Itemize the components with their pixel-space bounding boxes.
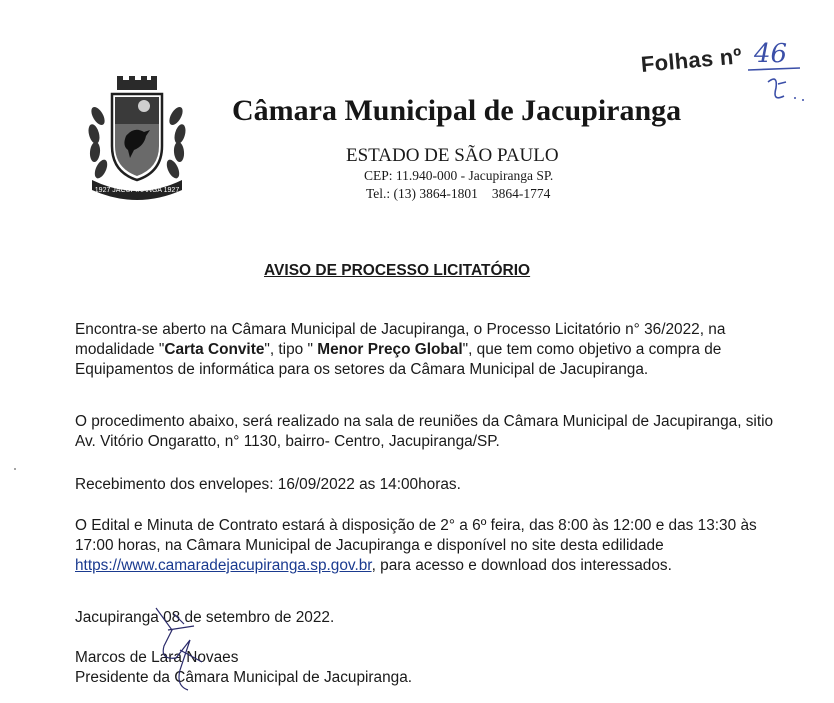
page-title: Câmara Municipal de Jacupiranga <box>232 94 682 127</box>
cep-line: CEP: 11.940-000 - Jacupiranga SP. <box>364 168 554 183</box>
tel-line <box>366 186 550 202</box>
site-link[interactable]: https://www.camaradejacupiranga.sp.gov.br <box>75 557 372 574</box>
state-subtitle: ESTADO DE SÃO PAULO <box>346 145 559 166</box>
type-bold: Menor Preço Global <box>317 341 463 358</box>
modality-bold: Carta Convite <box>164 341 265 358</box>
crest-ribbon-text: 1927 JACUPIRANGA 1927 <box>94 187 180 194</box>
paragraph-procedure: O procedimento abaixo, será realizado na sala de reuniões da Câmara Municipal de Jacupiranga, sitio Av. Vitório Ongaratto, n° 1130, bairro- Centro, Jacupiranga/SP. <box>75 413 774 450</box>
signer-title: Presidente da Câmara Municipal de Jacupiranga. <box>75 669 413 686</box>
paragraph-edital <box>75 516 775 576</box>
intro-text-c: ", que tem como objetivo a compra de Equipamentos de informática para os setores da Câmara Municipal de Jacupiranga. <box>75 341 722 378</box>
intro-text-a: Encontra-se aberto na Câmara Municipal de Jacupiranga, o Processo Licitatório n° 36/2022, na modalidade " <box>75 321 726 358</box>
paragraph-envelopes: Recebimento dos envelopes: 16/09/2022 as 14:00horas. <box>75 476 461 493</box>
handwritten-number-text: 46 <box>754 39 788 69</box>
scan-speck <box>14 468 16 470</box>
edital-text-a: O Edital e Minuta de Contrato estará à disposição de 2° a 6º feira, das 8:00 às 12:00 e das 13:30 às 17:00 horas, na Câmara Municipal de Jacupiranga e disponível no site desta edilidade <box>75 517 757 554</box>
tel-secondary: 3864-1774 <box>491 186 551 201</box>
paragraph-intro <box>75 320 775 380</box>
folhas-stamp: Folhas nº <box>639 43 743 77</box>
intro-text-b: ", tipo " <box>264 341 318 358</box>
date-line: Jacupiranga 08 de setembro de 2022. <box>75 609 335 626</box>
notice-heading: AVISO DE PROCESSO LICITATÓRIO <box>264 262 531 279</box>
tel-primary: Tel.: (13) 3864-1801 <box>366 186 478 201</box>
signature-block <box>75 648 775 688</box>
edital-text-b: , para acesso e download dos interessados. <box>371 557 672 574</box>
signer-name: Marcos de Lara Novaes <box>75 649 239 666</box>
municipal-crest <box>84 76 190 202</box>
handwritten-page-number <box>748 22 828 112</box>
